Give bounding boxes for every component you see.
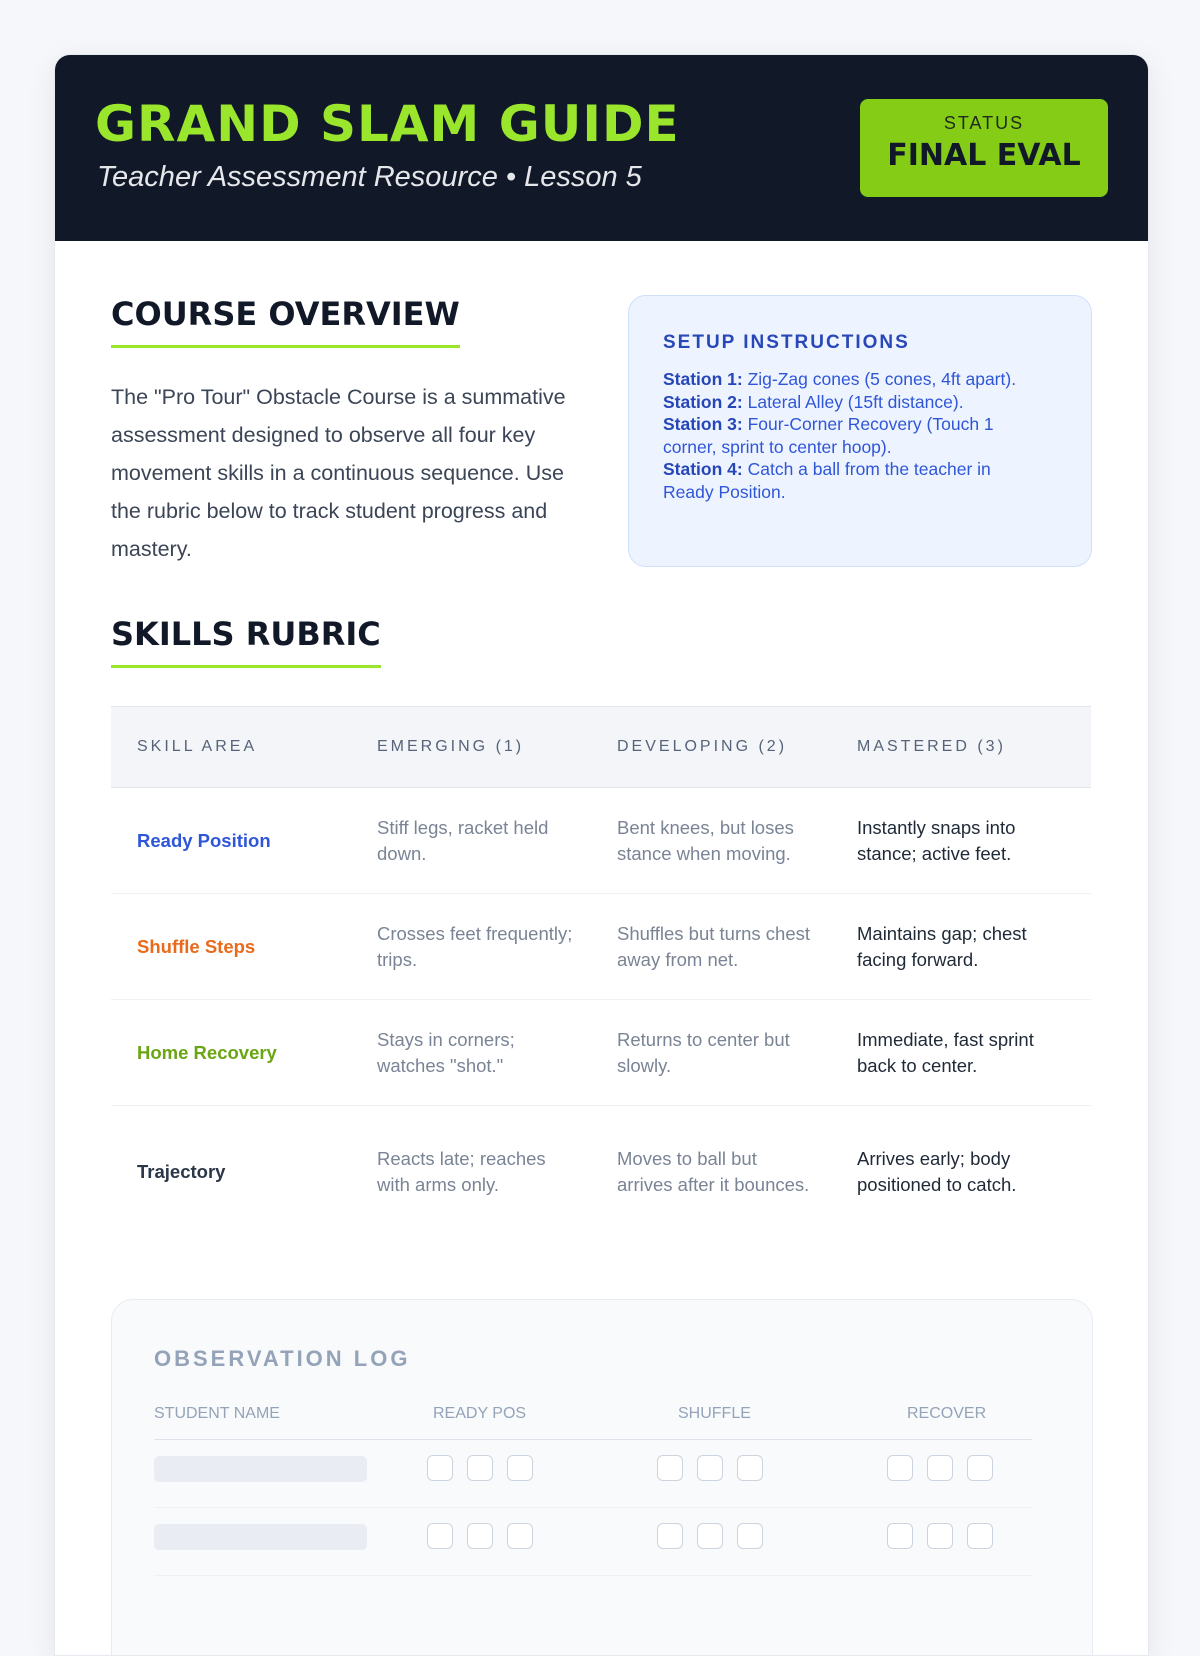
log-header-row: [154, 1405, 1032, 1440]
status-value: FINAL EVAL: [887, 138, 1081, 173]
developing-cell: Bent knees, but loses stance when moving.: [591, 788, 831, 894]
student-name-field[interactable]: [154, 1456, 367, 1482]
recover-checkbox[interactable]: [967, 1523, 993, 1549]
student-name-field[interactable]: [154, 1524, 367, 1550]
overview-heading: COURSE OVERVIEW: [111, 295, 460, 348]
developing-cell: Returns to center but slowly.: [591, 1000, 831, 1106]
setup-heading: SETUP INSTRUCTIONS: [663, 332, 910, 353]
column-header: DEVELOPING (2): [591, 707, 831, 788]
developing-cell: Shuffles but turns chest away from net.: [591, 894, 831, 1000]
assessment-card: [54, 54, 1149, 1656]
table-row: [111, 1000, 1091, 1106]
log-row: [154, 1440, 1032, 1508]
developing-cell: Moves to ball but arrives after it bounces.: [617, 1147, 810, 1195]
page-title: GRAND SLAM GUIDE: [95, 95, 680, 153]
station-item: Station 2: Lateral Alley (15ft distance).: [663, 391, 964, 412]
column-header: MASTERED (3): [831, 707, 1091, 788]
setup-list: [663, 368, 1043, 503]
overview-text: The "Pro Tour" Obstacle Course is a summative assessment designed to observe all four key movement skills in a continuous sequence. Use the rubric below to track student progress and mastery.: [111, 385, 566, 561]
mastered-cell: Instantly snaps into stance; active feet.: [831, 788, 1091, 894]
shuffle-checkbox[interactable]: [657, 1455, 683, 1481]
column-header: EMERGING (1): [351, 707, 591, 788]
recover-checkbox[interactable]: [887, 1455, 913, 1481]
skills-rubric-table: [111, 706, 1091, 1238]
skill-name: Trajectory: [137, 1160, 226, 1182]
station-item: Station 3: Four-Corner Recovery (Touch 1 corner, sprint to center hoop).: [663, 414, 994, 457]
shuffle-checkbox[interactable]: [697, 1455, 723, 1481]
emerging-cell: Stays in corners; watches "shot.": [351, 1000, 591, 1106]
ready-pos-checkbox[interactable]: [467, 1523, 493, 1549]
emerging-cell: Crosses feet frequently; trips.: [351, 894, 591, 1000]
ready-pos-checkbox[interactable]: [507, 1455, 533, 1481]
mastered-cell: Arrives early; body positioned to catch.: [857, 1147, 1017, 1195]
log-column-header: READY POS: [433, 1405, 527, 1422]
page-subtitle: Teacher Assessment Resource • Lesson 5: [97, 161, 642, 193]
table-row: [111, 788, 1091, 894]
recover-checkbox[interactable]: [887, 1523, 913, 1549]
table-header-row: [111, 707, 1091, 788]
rubric-heading: SKILLS RUBRIC: [111, 615, 381, 668]
skill-name: Ready Position: [111, 788, 351, 894]
observation-log: [111, 1299, 1093, 1656]
shuffle-checkbox[interactable]: [697, 1523, 723, 1549]
skill-name: Shuffle Steps: [111, 894, 351, 1000]
log-column-header: SHUFFLE: [678, 1405, 751, 1422]
emerging-cell: Stiff legs, racket held down.: [351, 788, 591, 894]
log-heading: OBSERVATION LOG: [154, 1346, 411, 1371]
header-banner: [55, 55, 1148, 241]
station-item: Station 4: Catch a ball from the teacher in Ready Position.: [663, 459, 991, 502]
mastered-cell: Maintains gap; chest facing forward.: [831, 894, 1091, 1000]
mastered-cell: Immediate, fast sprint back to center.: [831, 1000, 1091, 1106]
column-header: SKILL AREA: [111, 707, 351, 788]
log-column-header: STUDENT NAME: [154, 1405, 280, 1422]
ready-pos-checkbox[interactable]: [427, 1523, 453, 1549]
setup-instructions: [628, 295, 1092, 567]
recover-checkbox[interactable]: [927, 1523, 953, 1549]
status-label: STATUS: [943, 113, 1025, 133]
ready-pos-checkbox[interactable]: [507, 1523, 533, 1549]
recover-checkbox[interactable]: [967, 1455, 993, 1481]
ready-pos-checkbox[interactable]: [467, 1455, 493, 1481]
shuffle-checkbox[interactable]: [657, 1523, 683, 1549]
ready-pos-checkbox[interactable]: [427, 1455, 453, 1481]
table-row: [111, 894, 1091, 1000]
status-badge: [860, 99, 1108, 197]
shuffle-checkbox[interactable]: [737, 1523, 763, 1549]
table-row: [111, 1106, 1091, 1238]
shuffle-checkbox[interactable]: [737, 1455, 763, 1481]
log-row: [154, 1508, 1032, 1576]
skill-name: Home Recovery: [111, 1000, 351, 1106]
recover-checkbox[interactable]: [927, 1455, 953, 1481]
station-item: Station 1: Zig-Zag cones (5 cones, 4ft apart).: [663, 369, 1017, 389]
log-column-header: RECOVER: [907, 1405, 987, 1422]
emerging-cell: Reacts late; reaches with arms only.: [377, 1147, 546, 1195]
